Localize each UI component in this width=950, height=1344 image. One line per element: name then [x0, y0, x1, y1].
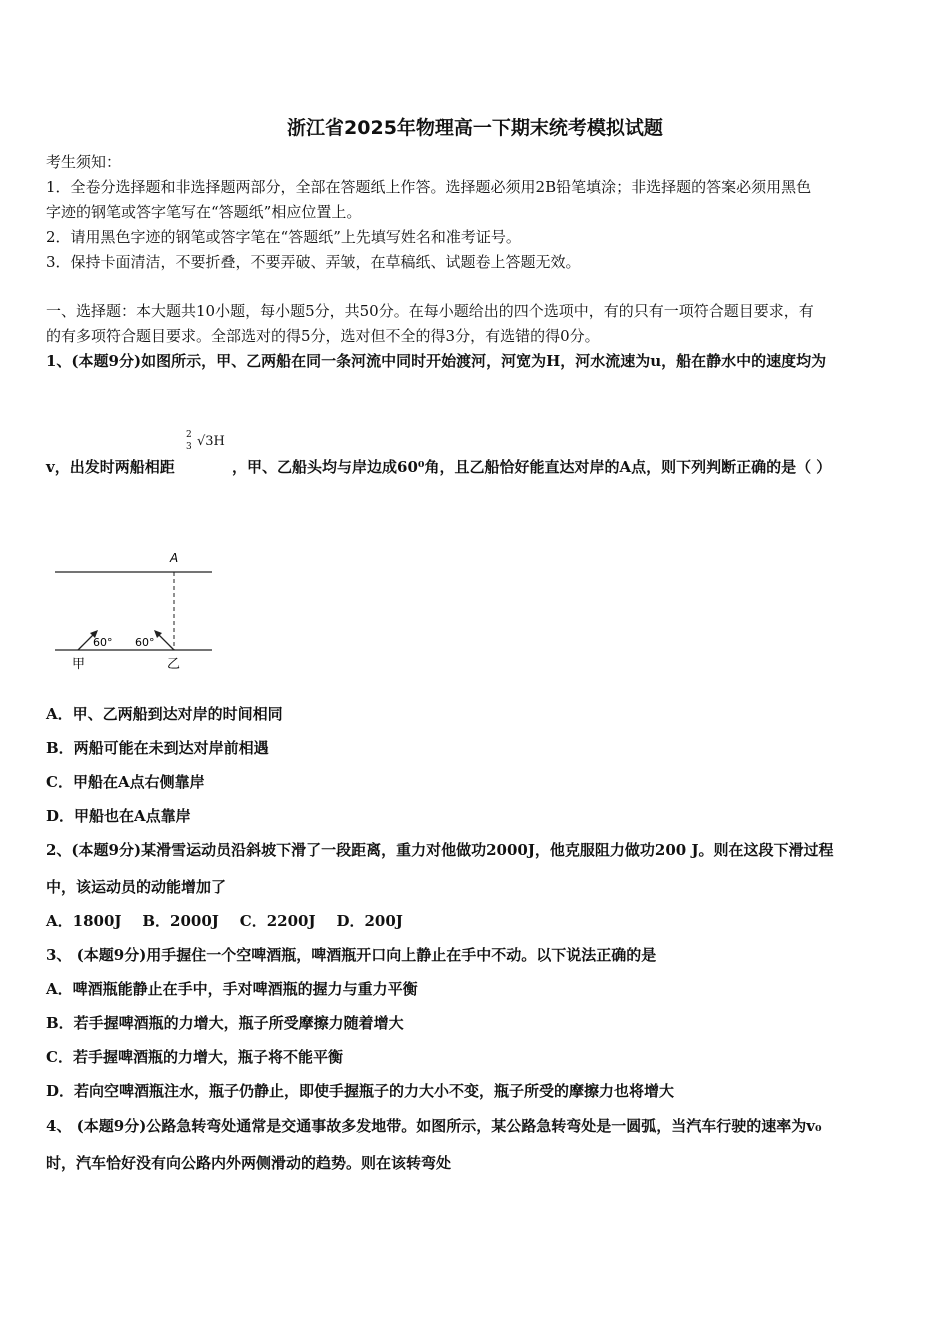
- notice-item: 1．全卷分选择题和非选择题两部分，全部在答题纸上作答。选择题必须用2B铅笔填涂；非选择题的答案必须用黑色: [46, 178, 812, 196]
- notice-heading: 考生须知：: [46, 153, 122, 171]
- angle-yi-label: 60°: [135, 636, 155, 649]
- option-a: A．啤酒瓶能静止在手中，手对啤酒瓶的握力与重力平衡: [46, 980, 418, 998]
- question-1-stem-start: v，出发时两船相距: [46, 458, 175, 476]
- point-a-label: A: [170, 551, 179, 565]
- section-heading: 一、选择题：本大题共10小题，每小题5分，共50分。在每小题给出的四个选项中，有的只有一项符合题目要求，有: [46, 302, 814, 320]
- boat-yi-label: 乙: [167, 657, 181, 672]
- formula-two-thirds-root3-h: [185, 430, 233, 460]
- option-c: C．若手握啤酒瓶的力增大，瓶子将不能平衡: [46, 1048, 343, 1066]
- notice-item: 2．请用黑色字迹的钢笔或答字笔在“答题纸”上先填写姓名和准考证号。: [46, 228, 521, 246]
- option-c: C．甲船在A点右侧靠岸: [46, 773, 205, 791]
- option-b: B．两船可能在未到达对岸前相遇: [46, 739, 269, 757]
- question-1-stem-end: ，甲、乙船头均与岸边成60⁰角，且乙船恰好能直达对岸的A点，则下列判断正确的是（ ）: [232, 458, 832, 476]
- option-d: D．若向空啤酒瓶注水，瓶子仍静止，即使手握瓶子的力大小不变，瓶子所受的摩擦力也将增大: [46, 1082, 675, 1100]
- option-b: B．若手握啤酒瓶的力增大，瓶子所受摩擦力随着增大: [46, 1014, 404, 1032]
- question-4-stem-cont: 时，汽车恰好没有向公路内外两侧滑动的趋势。则在该转弯处: [46, 1154, 452, 1172]
- angle-jia-label: 60°: [93, 636, 113, 649]
- boat-jia-label: 甲: [72, 657, 86, 672]
- question-2-stem-cont: 中，该运动员的动能增加了: [46, 878, 227, 896]
- page-title: 浙江省2025年物理高一下期末统考模拟试题: [287, 117, 663, 139]
- question-1-stem: 1、(本题9分)如图所示，甲、乙两船在同一条河流中同时开始渡河，河宽为H，河水流速为u，船在静水中的速度均为: [46, 352, 827, 370]
- river-diagram: [50, 545, 220, 675]
- question-2-options: A．1800J B．2000J C．2200J D．200J: [46, 912, 403, 930]
- formula-numerator: 2: [186, 430, 192, 440]
- option-d: D．甲船也在A点靠岸: [46, 807, 191, 825]
- notice-item: 3．保持卡面清洁，不要折叠，不要弄破、弄皱，在草稿纸、试题卷上答题无效。: [46, 253, 581, 271]
- option-a: A．甲、乙两船到达对岸的时间相同: [46, 705, 283, 723]
- section-heading-cont: 的有多项符合题目要求。全部选对的得5分，选对但不全的得3分，有选错的得0分。: [46, 327, 600, 345]
- question-2-stem: 2、(本题9分)某滑雪运动员沿斜坡下滑了一段距离，重力对他做功2000J，他克服阻力做功200 J。则在这段下滑过程: [46, 841, 834, 859]
- question-3-stem: 3、 (本题9分)用手握住一个空啤酒瓶，啤酒瓶开口向上静止在手中不动。以下说法正确的是: [46, 946, 657, 964]
- formula-root: √3H: [197, 434, 225, 449]
- notice-item: 字迹的钢笔或答字笔写在“答题纸”相应位置上。: [46, 203, 362, 221]
- question-4-stem: 4、 (本题9分)公路急转弯处通常是交通事故多发地带。如图所示，某公路急转弯处是一圆弧，当汽车行驶的速率为v₀: [46, 1117, 822, 1135]
- formula-denominator: 3: [186, 442, 192, 452]
